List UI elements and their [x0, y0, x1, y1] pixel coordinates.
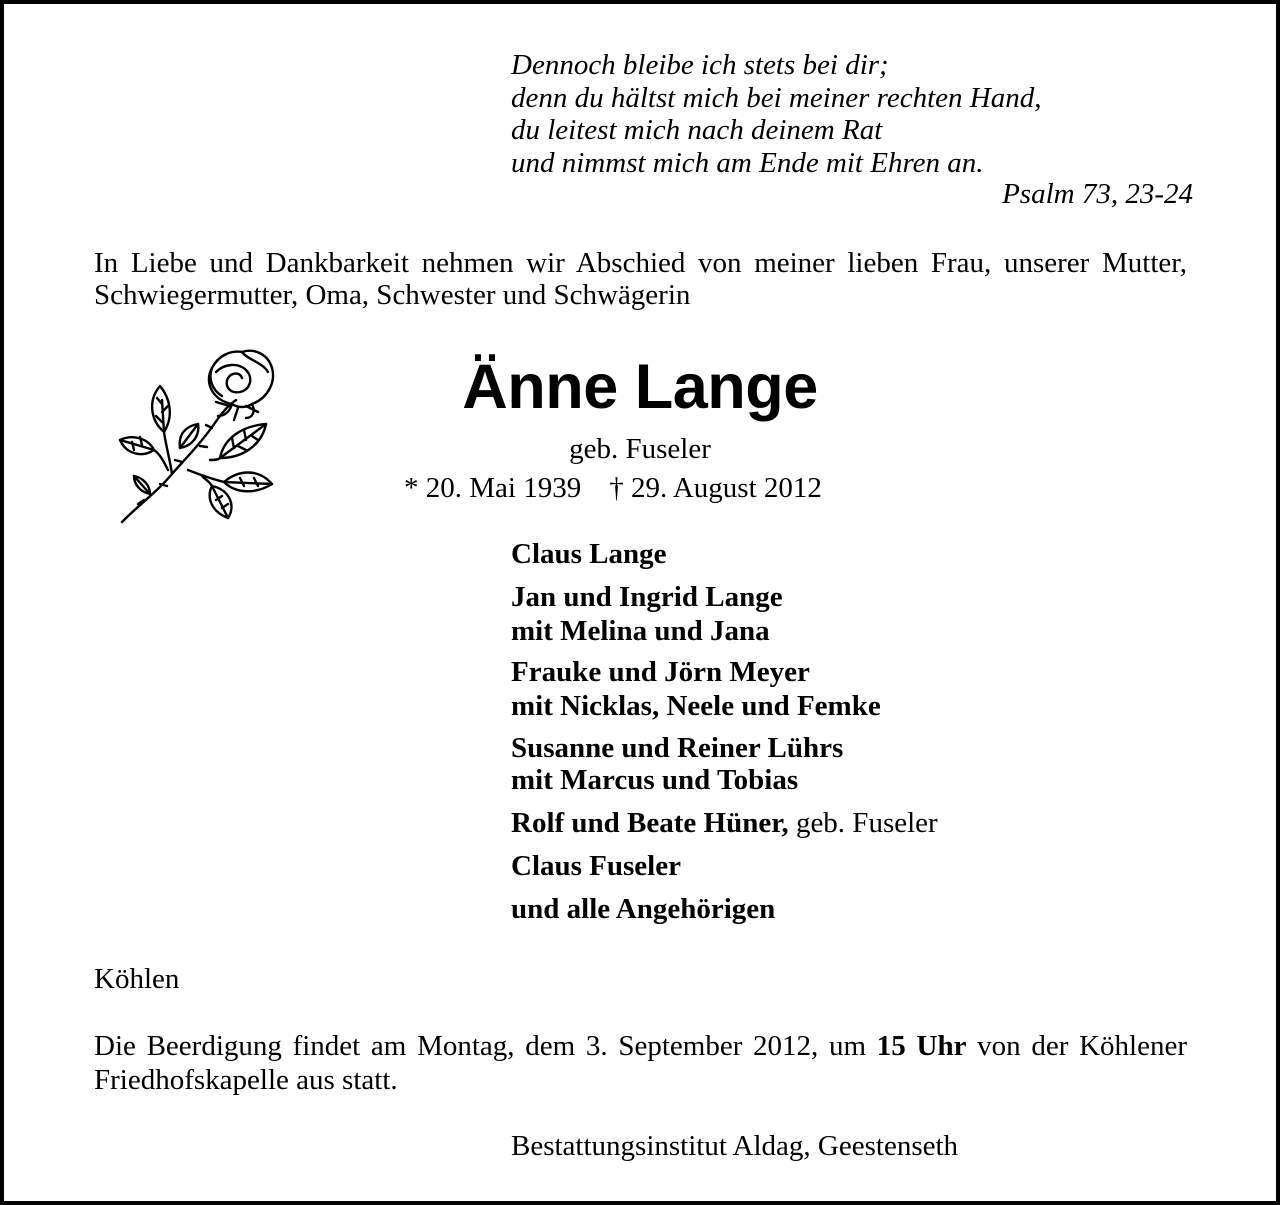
- family-member: Claus Fuseler: [511, 850, 681, 882]
- deceased-name: Änne Lange: [462, 352, 818, 422]
- family-member: Frauke und Jörn Meyer: [511, 656, 810, 688]
- place-name: Köhlen: [94, 963, 180, 995]
- verse-line: und nimmst mich am Ende mit Ehren an.: [511, 146, 984, 179]
- intro-text: In Liebe und Dankbarkeit nehmen wir Abschied von meiner lieben Frau, unserer Mutter, Schwiegermutter, Oma, Schwester und Schwägerin: [94, 247, 1187, 311]
- verse-line: Dennoch bleibe ich stets bei dir;: [511, 49, 889, 81]
- verse-line: denn du hältst mich bei meiner rechten Hand,: [511, 81, 1042, 114]
- maiden-name: geb. Fuseler: [569, 433, 711, 465]
- family-member: mit Melina und Jana: [511, 615, 770, 647]
- family-member: Claus Lange: [511, 538, 667, 570]
- family-member: Susanne und Reiner Lührs: [511, 732, 844, 764]
- life-dates: [404, 471, 822, 505]
- family-member: mit Nicklas, Neele und Femke: [511, 690, 881, 722]
- family-member: und alle Angehörigen: [511, 893, 776, 925]
- family-member: mit Marcus und Tobias: [511, 764, 799, 796]
- death-date: † 29. August 2012: [609, 472, 822, 504]
- funeral-time: 15 Uhr: [876, 1030, 967, 1062]
- funeral-info: Die Beerdigung findet am Montag, dem 3. September 2012, um 15 Uhr von der Köhlener Friedhofskapelle aus statt.: [94, 1030, 1188, 1096]
- family-member: Rolf und Beate Hüner, geb. Fuseler: [511, 807, 938, 839]
- undertaker-name: Bestattungsinstitut Aldag, Geestenseth: [511, 1130, 959, 1162]
- birth-date: * 20. Mai 1939: [404, 472, 582, 504]
- family-member: Jan und Ingrid Lange: [511, 581, 783, 613]
- verse-line: du leitest mich nach deinem Rat: [511, 114, 883, 146]
- psalm-verse: [511, 49, 1041, 179]
- verse-reference: Psalm 73, 23-24: [1002, 178, 1193, 210]
